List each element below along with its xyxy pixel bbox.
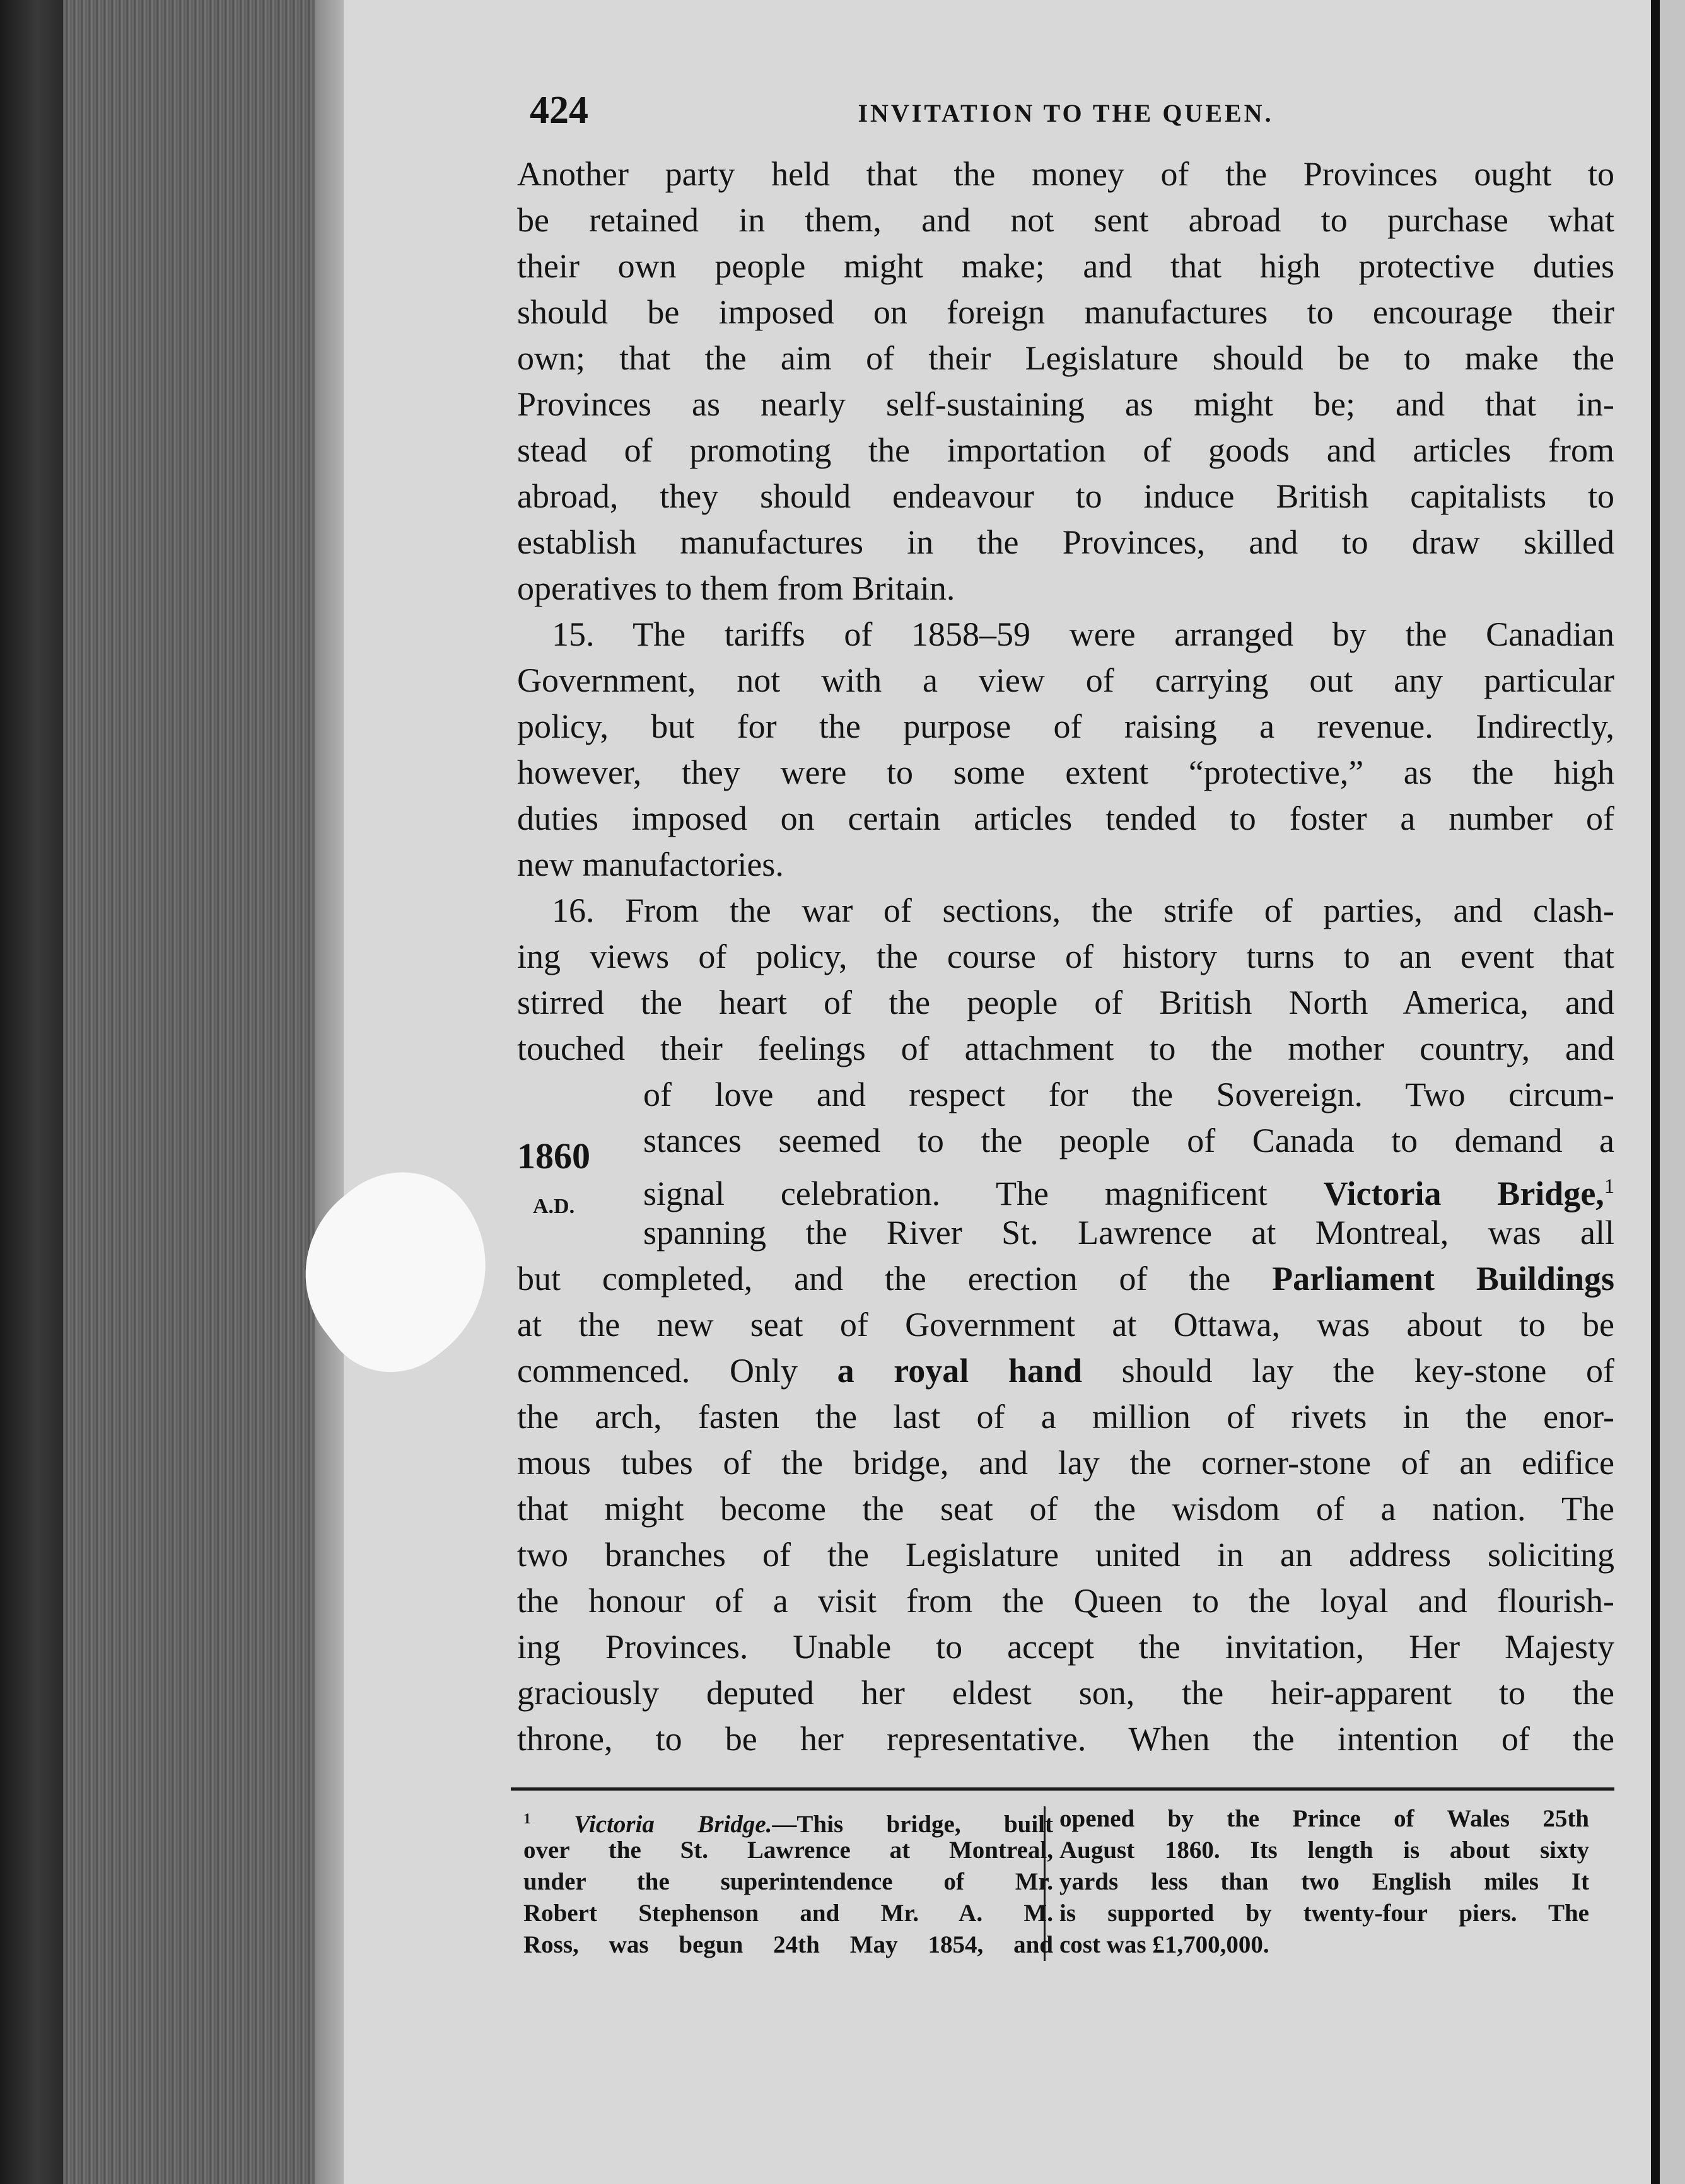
text-line: ing views of policy, the course of history turns to an event that — [517, 938, 1614, 975]
footnote-line: Robert Stephenson and Mr. A. M. — [523, 1900, 1053, 1927]
text-line: spanning the River St. Lawrence at Montreal, was all — [643, 1214, 1614, 1252]
footnote-left-column — [523, 1803, 1053, 1961]
text-line: touched their feelings of attachment to the mother country, and — [517, 1030, 1614, 1067]
footnote-line: opened by the Prince of Wales 25th — [1059, 1805, 1589, 1832]
text-line: ing Provinces. Unable to accept the invitation, Her Majesty — [517, 1628, 1614, 1666]
paragraph-continuation — [517, 151, 1614, 612]
footnote-line-first — [523, 1803, 1053, 1838]
text-line: operatives to them from Britain. — [517, 569, 955, 607]
footnote-line: yards less than two English miles It — [1059, 1868, 1589, 1895]
bold-term-victoria-bridge: Victoria Bridge, — [1323, 1175, 1604, 1212]
bold-term-parliament-buildings: Parliament Buildings — [1272, 1260, 1614, 1298]
text-line: 16. From the war of sections, the strife of parties, and clash- — [552, 892, 1614, 929]
paragraph-15 — [517, 612, 1614, 888]
footnote-right-column — [1059, 1803, 1589, 1961]
footnote-rule — [511, 1787, 1614, 1791]
footnote-line: Ross, was begun 24th May 1854, and — [523, 1931, 1053, 1958]
paragraph-16 — [517, 888, 1614, 1762]
text-line: Provinces as nearly self-sustaining as might be; and that in- — [517, 385, 1614, 423]
text-run: —This bridge, built — [772, 1811, 1053, 1838]
footnote-line: cost was £1,700,000. — [1059, 1931, 1269, 1958]
text-line: that might become the seat of the wisdom of a nation. The — [517, 1490, 1614, 1528]
text-line: policy, but for the purpose of raising a revenue. Indirectly, — [517, 707, 1614, 745]
page-gutter — [315, 0, 347, 2184]
text-line: the arch, fasten the last of a million of rivets in the enor- — [517, 1398, 1614, 1436]
text-run: commenced. Only — [517, 1352, 837, 1390]
text-line: of love and respect for the Sovereign. Two circum- — [643, 1076, 1614, 1113]
text-line: throne, to be her representative. When the intention of the — [517, 1720, 1614, 1758]
right-page-border — [1651, 0, 1660, 2184]
text-line: stirred the heart of the people of British North America, and — [517, 984, 1614, 1021]
footnote-number: 1 — [523, 1811, 531, 1827]
footnote-title: Victoria Bridge. — [574, 1811, 773, 1838]
page-edges — [63, 0, 341, 2184]
text-line: two branches of the Legislature united in an address soliciting — [517, 1536, 1614, 1574]
text-line: should be imposed on foreign manufactures to encourage their — [517, 293, 1614, 331]
page-body — [517, 88, 1614, 1762]
bold-term-royal-hand: a royal hand — [837, 1352, 1082, 1390]
text-line-victoria-bridge — [643, 1164, 1614, 1210]
text-line-parliament — [517, 1256, 1614, 1302]
text-line: Another party held that the money of the Provinces ought to — [517, 155, 1614, 193]
text-line: stances seemed to the people of Canada to demand a — [643, 1122, 1614, 1159]
text-line: however, they were to some extent “protective,” as the high — [517, 753, 1614, 791]
text-line: 15. The tariffs of 1858–59 were arranged by the Canadian — [552, 615, 1614, 653]
footnote-line: August 1860. Its length is about sixty — [1059, 1837, 1589, 1864]
running-title: INVITATION TO THE QUEEN. — [858, 99, 1274, 127]
text-line: new manufactories. — [517, 845, 784, 883]
text-line: the honour of a visit from the Queen to the loyal and flourish- — [517, 1582, 1614, 1620]
text-line: be retained in them, and not sent abroad to purchase what — [517, 201, 1614, 239]
text-run: should lay the key-stone of — [1082, 1352, 1614, 1390]
text-line: graciously deputed her eldest son, the heir-apparent to the — [517, 1674, 1614, 1712]
text-line-royal-hand — [517, 1348, 1614, 1394]
text-line: duties imposed on certain articles tended to foster a number of — [517, 799, 1614, 837]
footnote-line: over the St. Lawrence at Montreal, — [523, 1837, 1053, 1864]
margin-era: A.D. — [533, 1195, 575, 1218]
text-line: stead of promoting the importation of goods and articles from — [517, 431, 1614, 469]
text-line: Government, not with a view of carrying out any particular — [517, 661, 1614, 699]
footnote-marker: 1 — [1604, 1175, 1615, 1198]
text-line: their own people might make; and that high protective duties — [517, 247, 1614, 285]
footnote-line: is supported by twenty-four piers. The — [1059, 1900, 1589, 1927]
next-page-edge — [1660, 0, 1685, 2184]
margin-year: 1860 — [517, 1136, 590, 1176]
footnote-line: under the superintendence of Mr. — [523, 1868, 1053, 1895]
book-spine — [0, 0, 63, 2184]
page-header — [517, 88, 1614, 151]
text-run: signal celebration. The magnificent — [643, 1175, 1324, 1212]
text-line: establish manufactures in the Provinces, and to draw skilled — [517, 523, 1614, 561]
text-run: but completed, and the erection of the — [517, 1260, 1273, 1298]
text-line: mous tubes of the bridge, and lay the corner-stone of an edifice — [517, 1444, 1614, 1482]
page-number: 424 — [530, 89, 588, 132]
text-line: at the new seat of Government at Ottawa, was about to be — [517, 1306, 1614, 1344]
text-line: own; that the aim of their Legislature should be to make the — [517, 339, 1614, 377]
text-line: abroad, they should endeavour to induce British capitalists to — [517, 477, 1614, 515]
